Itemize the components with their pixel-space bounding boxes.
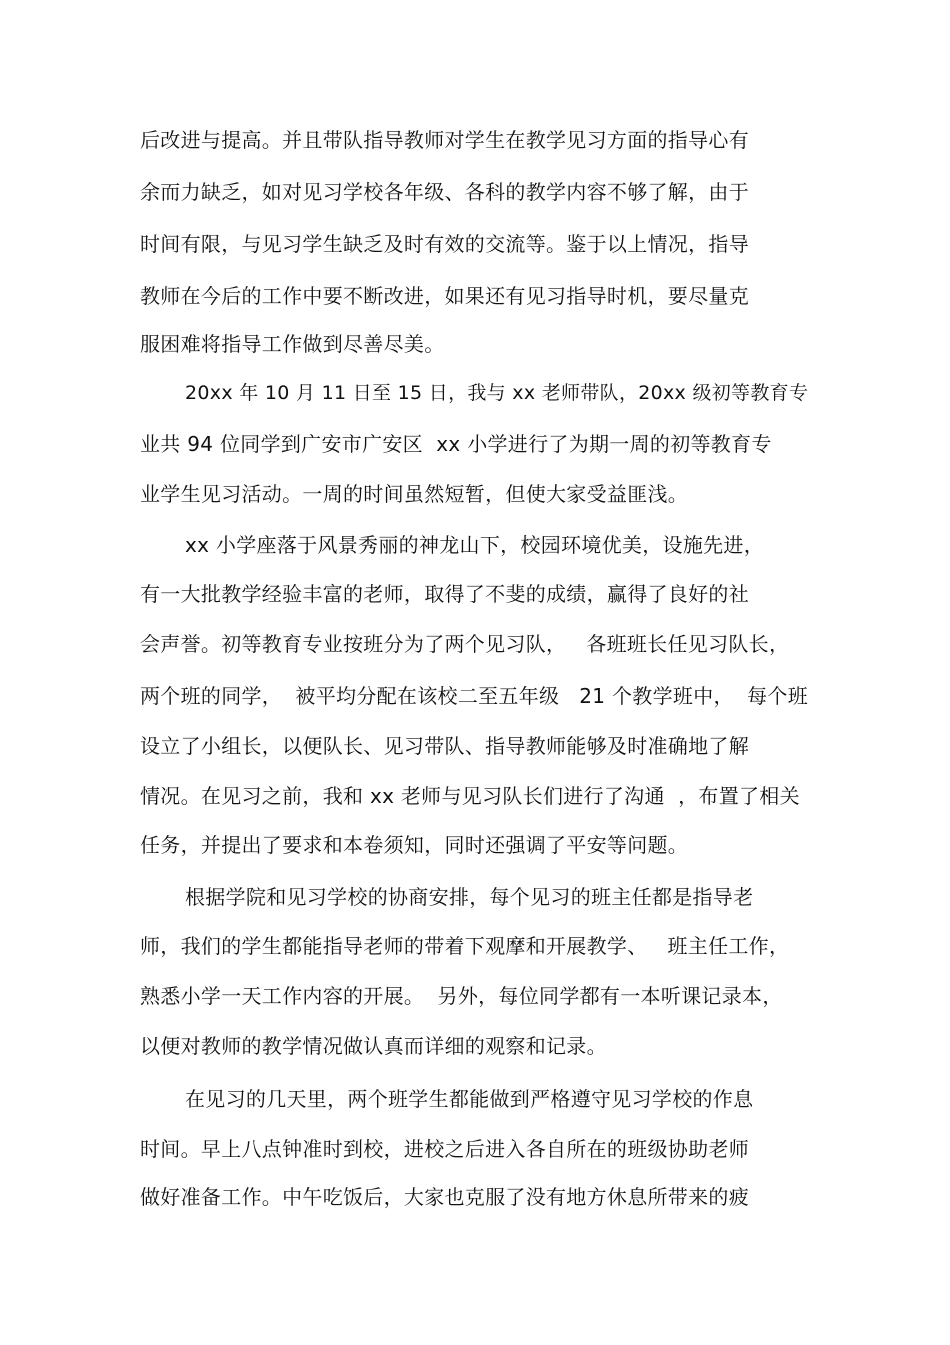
paragraph-start-line: 20xx 年 10 月 11 日至 15 日，我与 xx 老师带队，20xx 级初等教育专 <box>185 382 809 404</box>
text-line: 时间有限，与见习学生缺乏及时有效的交流等。鉴于以上情况，指导 <box>140 232 749 256</box>
text-line: 以便对教师的教学情况做认真而详细的观察和记录。 <box>140 1034 607 1058</box>
text-line: 做好准备工作。中午吃饭后，大家也克服了没有地方休息所带来的疲 <box>140 1185 749 1209</box>
text-line: 后改进与提高。并且带队指导教师对学生在教学见习方面的指导心有 <box>140 128 749 152</box>
text-line: 时间。早上八点钟准时到校，进校之后进入各自所在的班级协助老师 <box>140 1137 749 1161</box>
text-line: 业共 94 位同学到广安市广安区 xx 小学进行了为期一周的初等教育专 <box>140 432 772 456</box>
text-line: 会声誉。初等教育专业按班分为了两个见习队， 各班班长任见习队长， <box>140 632 790 656</box>
text-line: 师，我们的学生都能指导老师的带着下观摩和开展教学、 班主任工作， <box>140 934 790 958</box>
paragraph-start-line: 在见习的几天里，两个班学生都能做到严格遵守见习学校的作息 <box>185 1087 754 1111</box>
paragraph-start-line: xx 小学座落于风景秀丽的神龙山下，校园环境优美，设施先进， <box>185 533 765 557</box>
text-line: 两个班的同学， 被平均分配在该校二至五年级 21 个教学班中， 每个班 <box>140 684 809 708</box>
text-line: 服困难将指导工作做到尽善尽美。 <box>140 332 445 356</box>
text-line: 余而力缺乏，如对见习学校各年级、各科的教学内容不够了解，由于 <box>140 180 749 204</box>
text-line: 熟悉小学一天工作内容的开展。 另外，每位同学都有一本听课记录本， <box>140 984 783 1008</box>
text-line: 设立了小组长，以便队长、见习带队、指导教师能够及时准确地了解 <box>140 734 749 758</box>
text-line: 教师在今后的工作中要不断改进，如果还有见习指导时机，要尽量克 <box>140 284 749 308</box>
paragraph-start-line: 根据学院和见习学校的协商安排，每个见习的班主任都是指导老 <box>185 885 754 909</box>
text-line: 有一大批教学经验丰富的老师，取得了不斐的成绩，赢得了良好的社 <box>140 582 749 606</box>
text-line: 业学生见习活动。一周的时间虽然短暂，但使大家受益匪浅。 <box>140 482 689 506</box>
text-line: 任务，并提出了要求和本卷须知，同时还强调了平安等问题。 <box>140 833 689 857</box>
text-line: 情况。在见习之前，我和 xx 老师与见习队长们进行了沟通 ，布置了相关 <box>140 784 800 808</box>
